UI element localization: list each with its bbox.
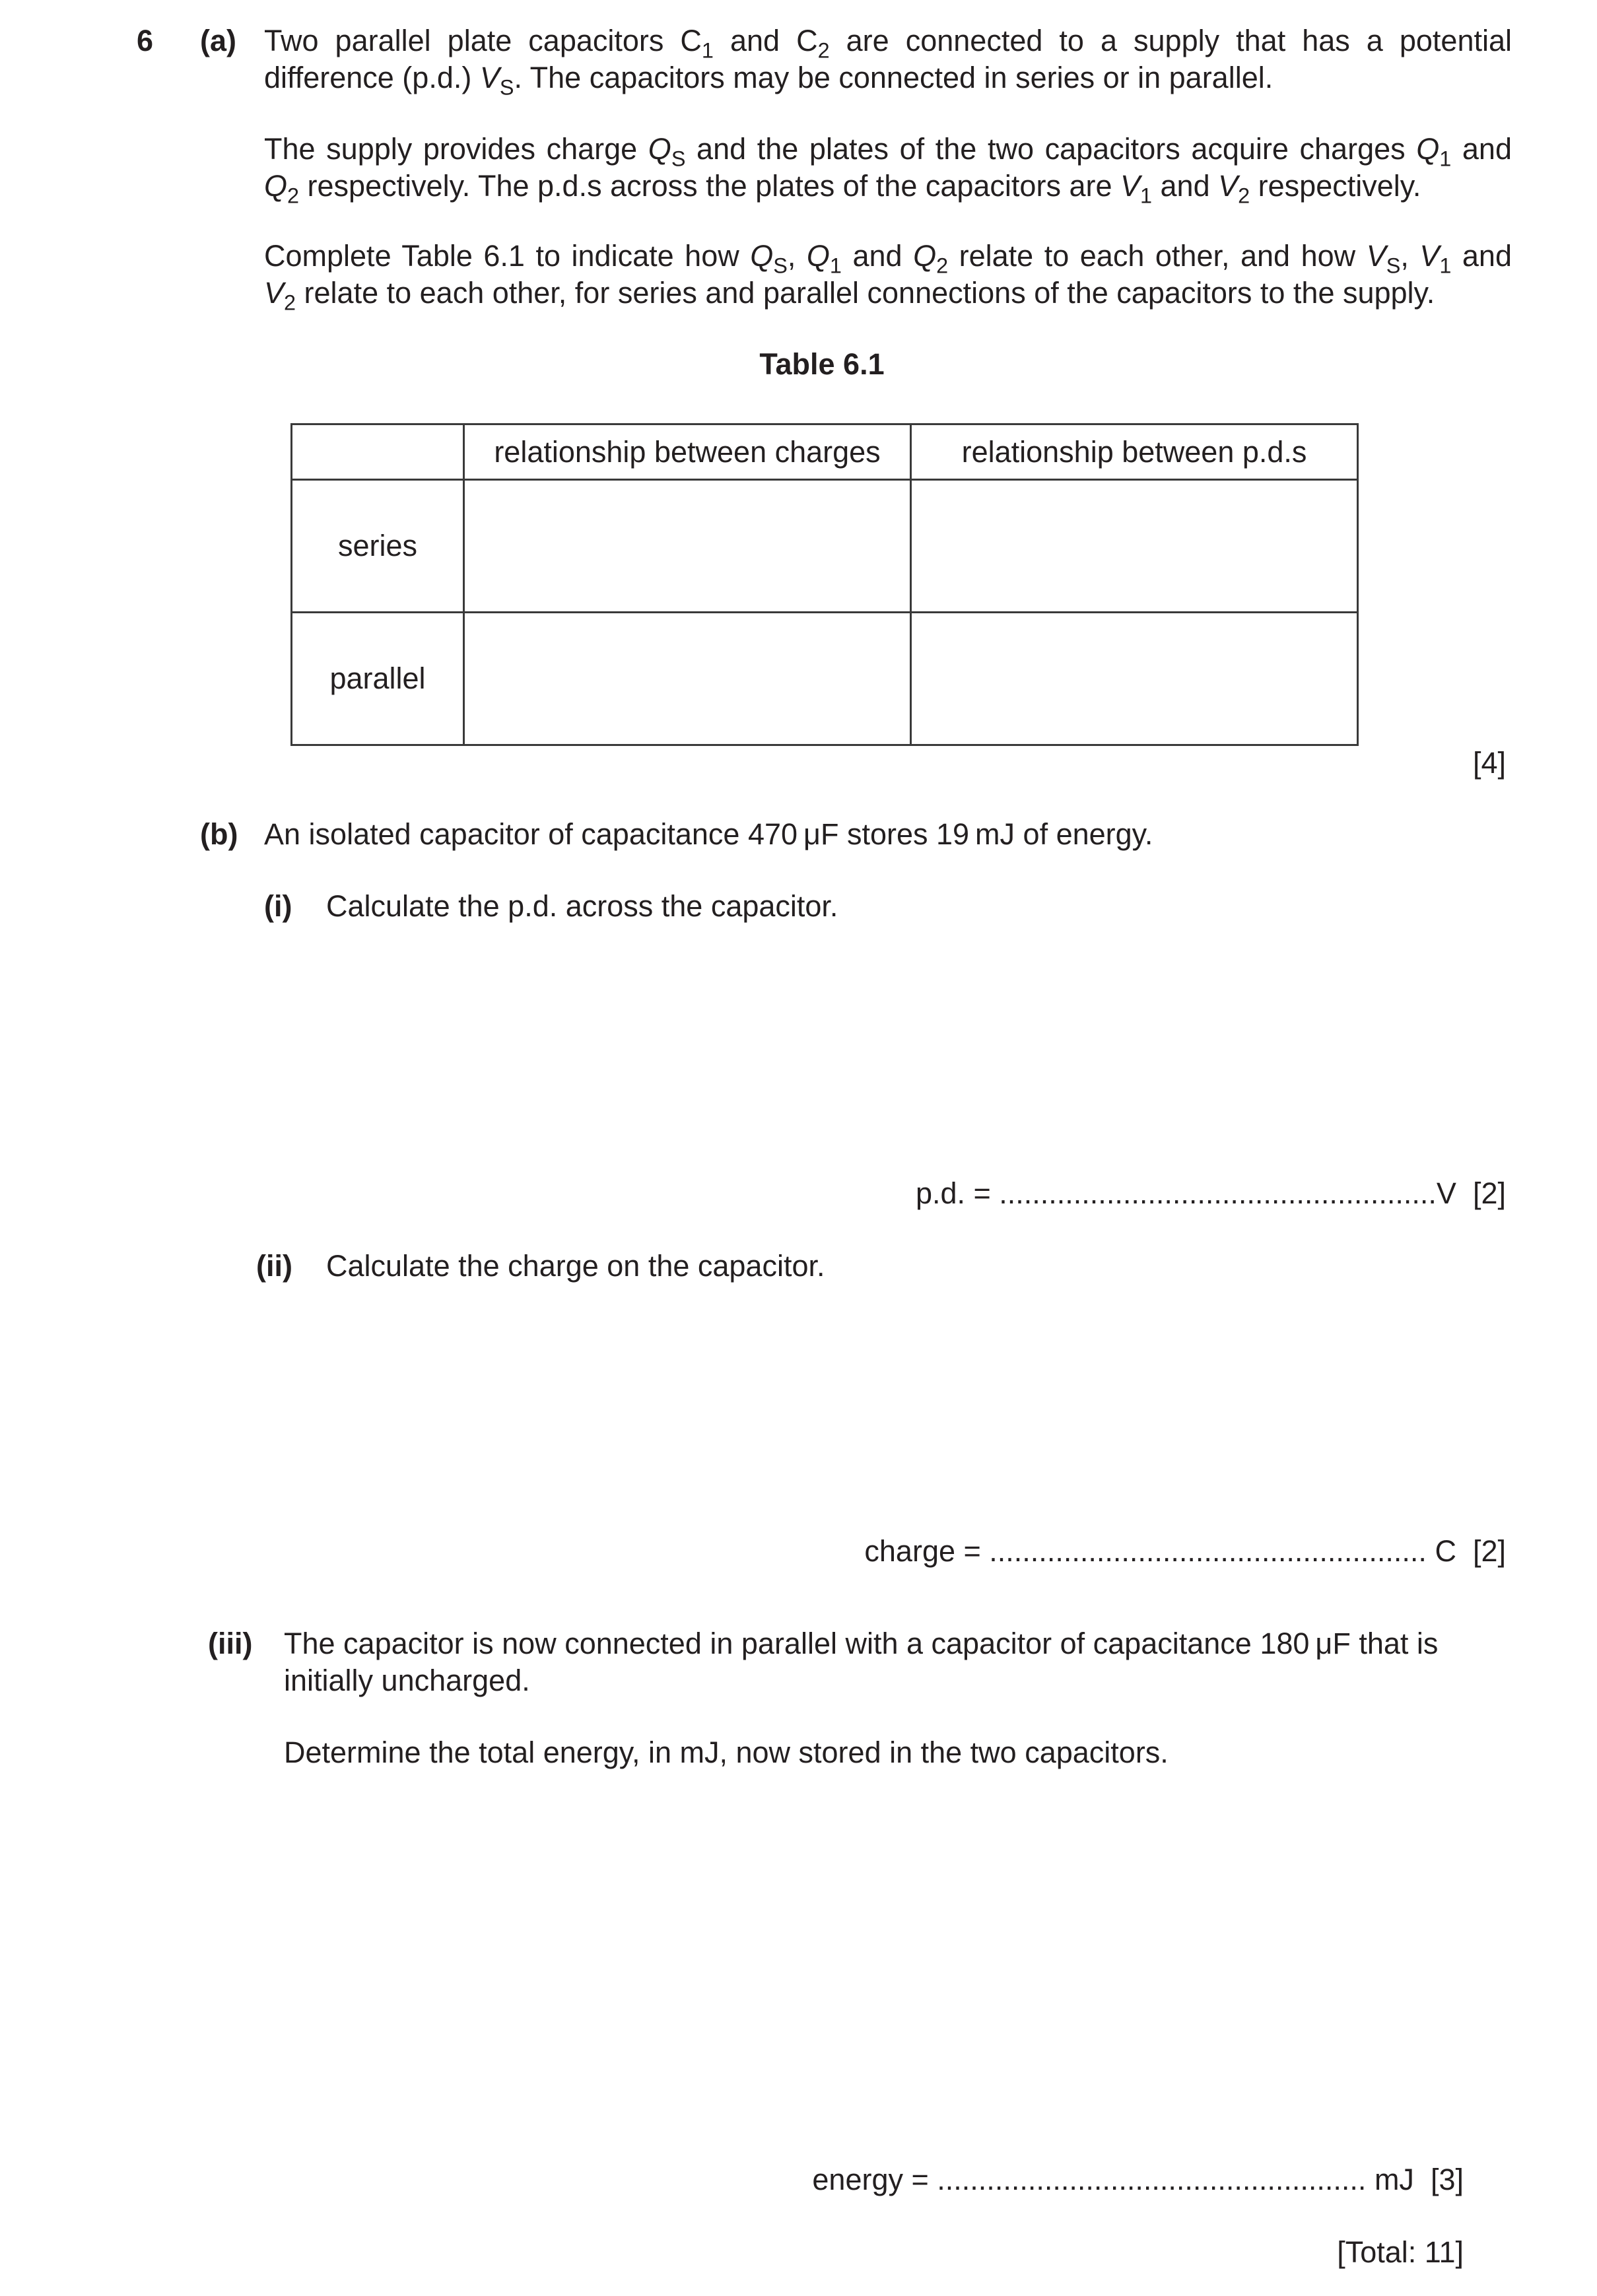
part-a-paragraph-1 xyxy=(264,22,1512,100)
charge-answer-prefix: charge = xyxy=(864,1534,990,1568)
part-a-p3-line-2: $V_2$ relate to each other, for series and parallel connections of the capacitors to the supply. xyxy=(264,276,1435,315)
charge-answer-unit: C xyxy=(1426,1534,1456,1568)
part-b-iii-text-2: Determine the total energy, in mJ, now stored in the two capacitors. xyxy=(284,1736,1169,1769)
energy-answer-unit: mJ xyxy=(1366,2163,1414,2196)
pd-answer-field[interactable]: ..................................................... xyxy=(999,1176,1437,1210)
table-row-label-series: series xyxy=(292,480,464,613)
part-b-ii-answer-line xyxy=(864,1533,1506,1570)
answer-cell-parallel-charges[interactable] xyxy=(464,613,911,745)
part-b-iii-text-line-1: The capacitor is now connected in parallel with a capacitor of capacitance 180 μF that is xyxy=(284,1627,1439,1660)
part-b-ii-label: (ii) xyxy=(256,1249,292,1283)
part-a-paragraph-3 xyxy=(264,238,1512,315)
part-b-iii-text xyxy=(284,1625,1472,1699)
table-header-pds: relationship between p.d.s xyxy=(911,424,1358,480)
answer-cell-series-charges[interactable] xyxy=(464,480,911,613)
part-b-iii-text-line-2: initially uncharged. xyxy=(284,1664,530,1697)
part-a-p2-line-1: The supply provides charge $Q_S$ and the plates of the two capacitors acquire charges $Q_1$ and xyxy=(264,132,1512,171)
part-a-paragraph-2 xyxy=(264,131,1512,208)
part-b-iii-mark: [3] xyxy=(1430,2163,1464,2196)
part-b-ii-text: Calculate the charge on the capacitor. xyxy=(326,1249,825,1283)
part-a-p1-line-1: Two parallel plate capacitors $C_1$ and $C_2$ are connected to a supply that has a potential xyxy=(264,24,1512,63)
part-b-i-label: (i) xyxy=(264,889,292,923)
table-header-empty xyxy=(292,424,464,480)
table-header-charges: relationship between charges xyxy=(464,424,911,480)
part-b-stem: An isolated capacitor of capacitance 470 μF stores 19 mJ of energy. xyxy=(264,817,1153,851)
answer-cell-parallel-pds[interactable] xyxy=(911,613,1358,745)
pd-answer-unit: V xyxy=(1436,1176,1456,1210)
charge-answer-field[interactable]: ..................................................... xyxy=(989,1534,1427,1568)
table-row-series xyxy=(292,480,1358,613)
part-a-p2-line-2: $Q_2$ respectively. The p.d.s across the plates of the capacitors are $V_1$ and $V_2$ respectively. xyxy=(264,169,1421,208)
part-b-ii-mark: [2] xyxy=(1472,1534,1506,1568)
table-6-1 xyxy=(290,423,1359,746)
energy-answer-field[interactable]: .................................................... xyxy=(937,2163,1367,2196)
answer-cell-series-pds[interactable] xyxy=(911,480,1358,613)
table-title: Table 6.1 xyxy=(759,347,885,381)
part-b-i-answer-line xyxy=(916,1175,1506,1212)
table-row-parallel xyxy=(292,613,1358,745)
part-a-mark: [4] xyxy=(1472,746,1506,780)
total-marks: [Total: 11] xyxy=(1337,2235,1464,2269)
part-a-label: (a) xyxy=(200,24,236,57)
part-a-p1-line-2: difference (p.d.) $V_S$. The capacitors may be connected in series or in parallel. xyxy=(264,61,1274,100)
part-b-iii-answer-line xyxy=(812,2161,1464,2198)
part-b-i-mark: [2] xyxy=(1472,1176,1506,1210)
part-b-iii-label: (iii) xyxy=(208,1627,253,1660)
question-number: 6 xyxy=(137,24,154,57)
part-b-i-text: Calculate the p.d. across the capacitor. xyxy=(326,889,838,923)
energy-answer-prefix: energy = xyxy=(812,2163,937,2196)
pd-answer-prefix: p.d. = xyxy=(915,1176,1000,1210)
part-b-label: (b) xyxy=(200,817,238,851)
part-a-p3-line-1: Complete Table 6.1 to indicate how $Q_S$, $Q_1$ and $Q_2$ relate to each other, and how $V_S$, $V_1$ and xyxy=(264,239,1512,278)
table-row-label-parallel: parallel xyxy=(292,613,464,745)
table-header-row xyxy=(292,424,1358,480)
